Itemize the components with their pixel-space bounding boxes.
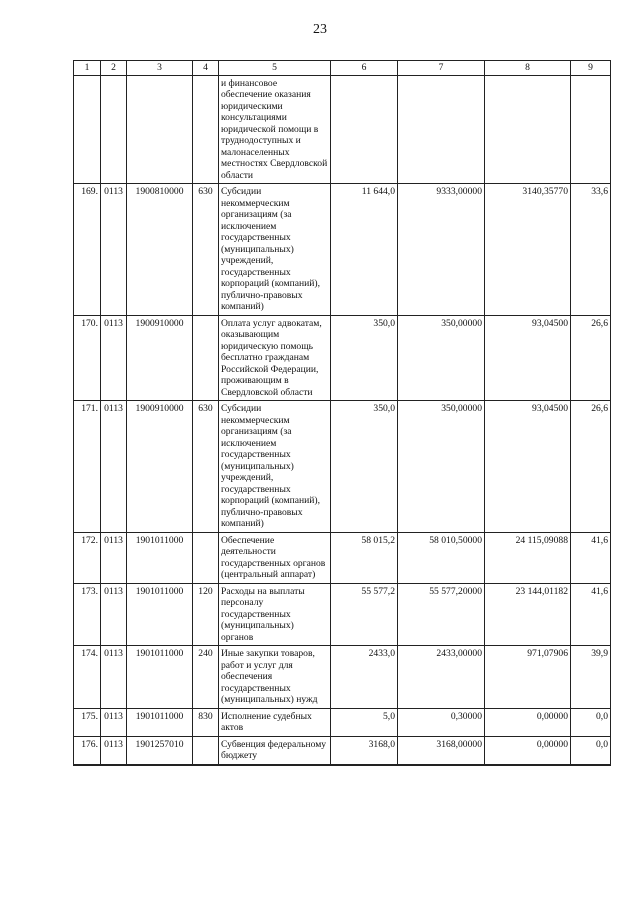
execution-percent: 41,6 — [571, 583, 611, 646]
execution-percent: 26,6 — [571, 315, 611, 401]
row-number: 175. — [74, 708, 101, 736]
column-header-4: 4 — [193, 61, 219, 76]
refined-amount: 9333,00000 — [398, 184, 485, 316]
column-header-6: 6 — [331, 61, 398, 76]
column-header-5: 5 — [219, 61, 331, 76]
row-number: 173. — [74, 583, 101, 646]
planned-amount: 58 015,2 — [331, 532, 398, 583]
executed-amount: 93,04500 — [485, 315, 571, 401]
expense-type-code: 240 — [193, 646, 219, 709]
expense-type-code — [193, 736, 219, 765]
refined-amount: 350,00000 — [398, 401, 485, 533]
section-code: 0113 — [101, 646, 127, 709]
executed-amount: 0,00000 — [485, 736, 571, 765]
column-header-7: 7 — [398, 61, 485, 76]
table-row — [74, 708, 611, 736]
column-header-1: 1 — [74, 61, 101, 76]
target-article-code: 1901011000 — [127, 708, 193, 736]
execution-percent: 0,0 — [571, 708, 611, 736]
executed-amount — [485, 75, 571, 184]
header-row — [74, 61, 611, 76]
column-header-3: 3 — [127, 61, 193, 76]
executed-amount: 971,07906 — [485, 646, 571, 709]
target-article-code: 1901011000 — [127, 583, 193, 646]
expense-name: Иные закупки товаров, работ и услуг для обеспечения государственных (муниципальных) нужд — [219, 646, 331, 709]
section-code: 0113 — [101, 401, 127, 533]
execution-percent — [571, 75, 611, 184]
refined-amount: 2433,00000 — [398, 646, 485, 709]
row-number: 170. — [74, 315, 101, 401]
execution-percent: 26,6 — [571, 401, 611, 533]
expense-type-code — [193, 75, 219, 184]
table-row — [74, 75, 611, 184]
expense-name: Оплата услуг адвокатам, оказывающим юридическую помощь бесплатно гражданам Российской Федерации, проживающим в Свердловской области — [219, 315, 331, 401]
expense-type-code — [193, 532, 219, 583]
refined-amount — [398, 75, 485, 184]
expense-name: Субсидии некоммерческим организациям (за исключением государственных (муниципальных) учреждений, государственных корпораций (компаний), публично-правовых компаний) — [219, 184, 331, 316]
expense-name: Обеспечение деятельности государственных органов (центральный аппарат) — [219, 532, 331, 583]
target-article-code: 1900910000 — [127, 315, 193, 401]
row-number — [74, 75, 101, 184]
section-code: 0113 — [101, 736, 127, 765]
execution-percent: 33,6 — [571, 184, 611, 316]
table-body — [74, 75, 611, 765]
executed-amount: 3140,35770 — [485, 184, 571, 316]
refined-amount: 58 010,50000 — [398, 532, 485, 583]
expense-name: Исполнение судебных актов — [219, 708, 331, 736]
row-number: 174. — [74, 646, 101, 709]
table-row — [74, 646, 611, 709]
section-code: 0113 — [101, 184, 127, 316]
planned-amount: 350,0 — [331, 401, 398, 533]
target-article-code: 1901011000 — [127, 646, 193, 709]
expense-name: Расходы на выплаты персоналу государственных (муниципальных) органов — [219, 583, 331, 646]
refined-amount: 350,00000 — [398, 315, 485, 401]
section-code: 0113 — [101, 583, 127, 646]
refined-amount: 55 577,20000 — [398, 583, 485, 646]
planned-amount — [331, 75, 398, 184]
column-header-9: 9 — [571, 61, 611, 76]
planned-amount: 2433,0 — [331, 646, 398, 709]
table-row — [74, 532, 611, 583]
column-header-2: 2 — [101, 61, 127, 76]
table-row — [74, 184, 611, 316]
planned-amount: 11 644,0 — [331, 184, 398, 316]
planned-amount: 350,0 — [331, 315, 398, 401]
target-article-code: 1900810000 — [127, 184, 193, 316]
table-row — [74, 736, 611, 765]
refined-amount: 0,30000 — [398, 708, 485, 736]
expense-type-code: 630 — [193, 401, 219, 533]
budget-table — [73, 60, 611, 766]
expense-type-code: 120 — [193, 583, 219, 646]
column-header-8: 8 — [485, 61, 571, 76]
execution-percent: 0,0 — [571, 736, 611, 765]
expense-name: Субсидии некоммерческим организациям (за исключением государственных (муниципальных) учреждений, государственных корпораций (компаний), публично-правовых компаний) — [219, 401, 331, 533]
expense-type-code: 830 — [193, 708, 219, 736]
executed-amount: 23 144,01182 — [485, 583, 571, 646]
expense-name: Субвенция федеральному бюджету — [219, 736, 331, 765]
expense-name: и финансовое обеспечение оказания юридическими консультациями юридической помощи в труднодоступных и малонаселенных местностях Свердловской области — [219, 75, 331, 184]
table-row — [74, 583, 611, 646]
target-article-code: 1900910000 — [127, 401, 193, 533]
planned-amount: 55 577,2 — [331, 583, 398, 646]
section-code: 0113 — [101, 708, 127, 736]
section-code: 0113 — [101, 315, 127, 401]
row-number: 171. — [74, 401, 101, 533]
section-code — [101, 75, 127, 184]
row-number: 172. — [74, 532, 101, 583]
execution-percent: 39,9 — [571, 646, 611, 709]
refined-amount: 3168,00000 — [398, 736, 485, 765]
executed-amount: 0,00000 — [485, 708, 571, 736]
row-number: 176. — [74, 736, 101, 765]
planned-amount: 5,0 — [331, 708, 398, 736]
executed-amount: 24 115,09088 — [485, 532, 571, 583]
expense-type-code: 630 — [193, 184, 219, 316]
executed-amount: 93,04500 — [485, 401, 571, 533]
page-number: 23 — [313, 22, 327, 37]
row-number: 169. — [74, 184, 101, 316]
execution-percent: 41,6 — [571, 532, 611, 583]
expense-type-code — [193, 315, 219, 401]
target-article-code: 1901257010 — [127, 736, 193, 765]
target-article-code: 1901011000 — [127, 532, 193, 583]
table-row — [74, 401, 611, 533]
planned-amount: 3168,0 — [331, 736, 398, 765]
table-row — [74, 315, 611, 401]
section-code: 0113 — [101, 532, 127, 583]
target-article-code — [127, 75, 193, 184]
